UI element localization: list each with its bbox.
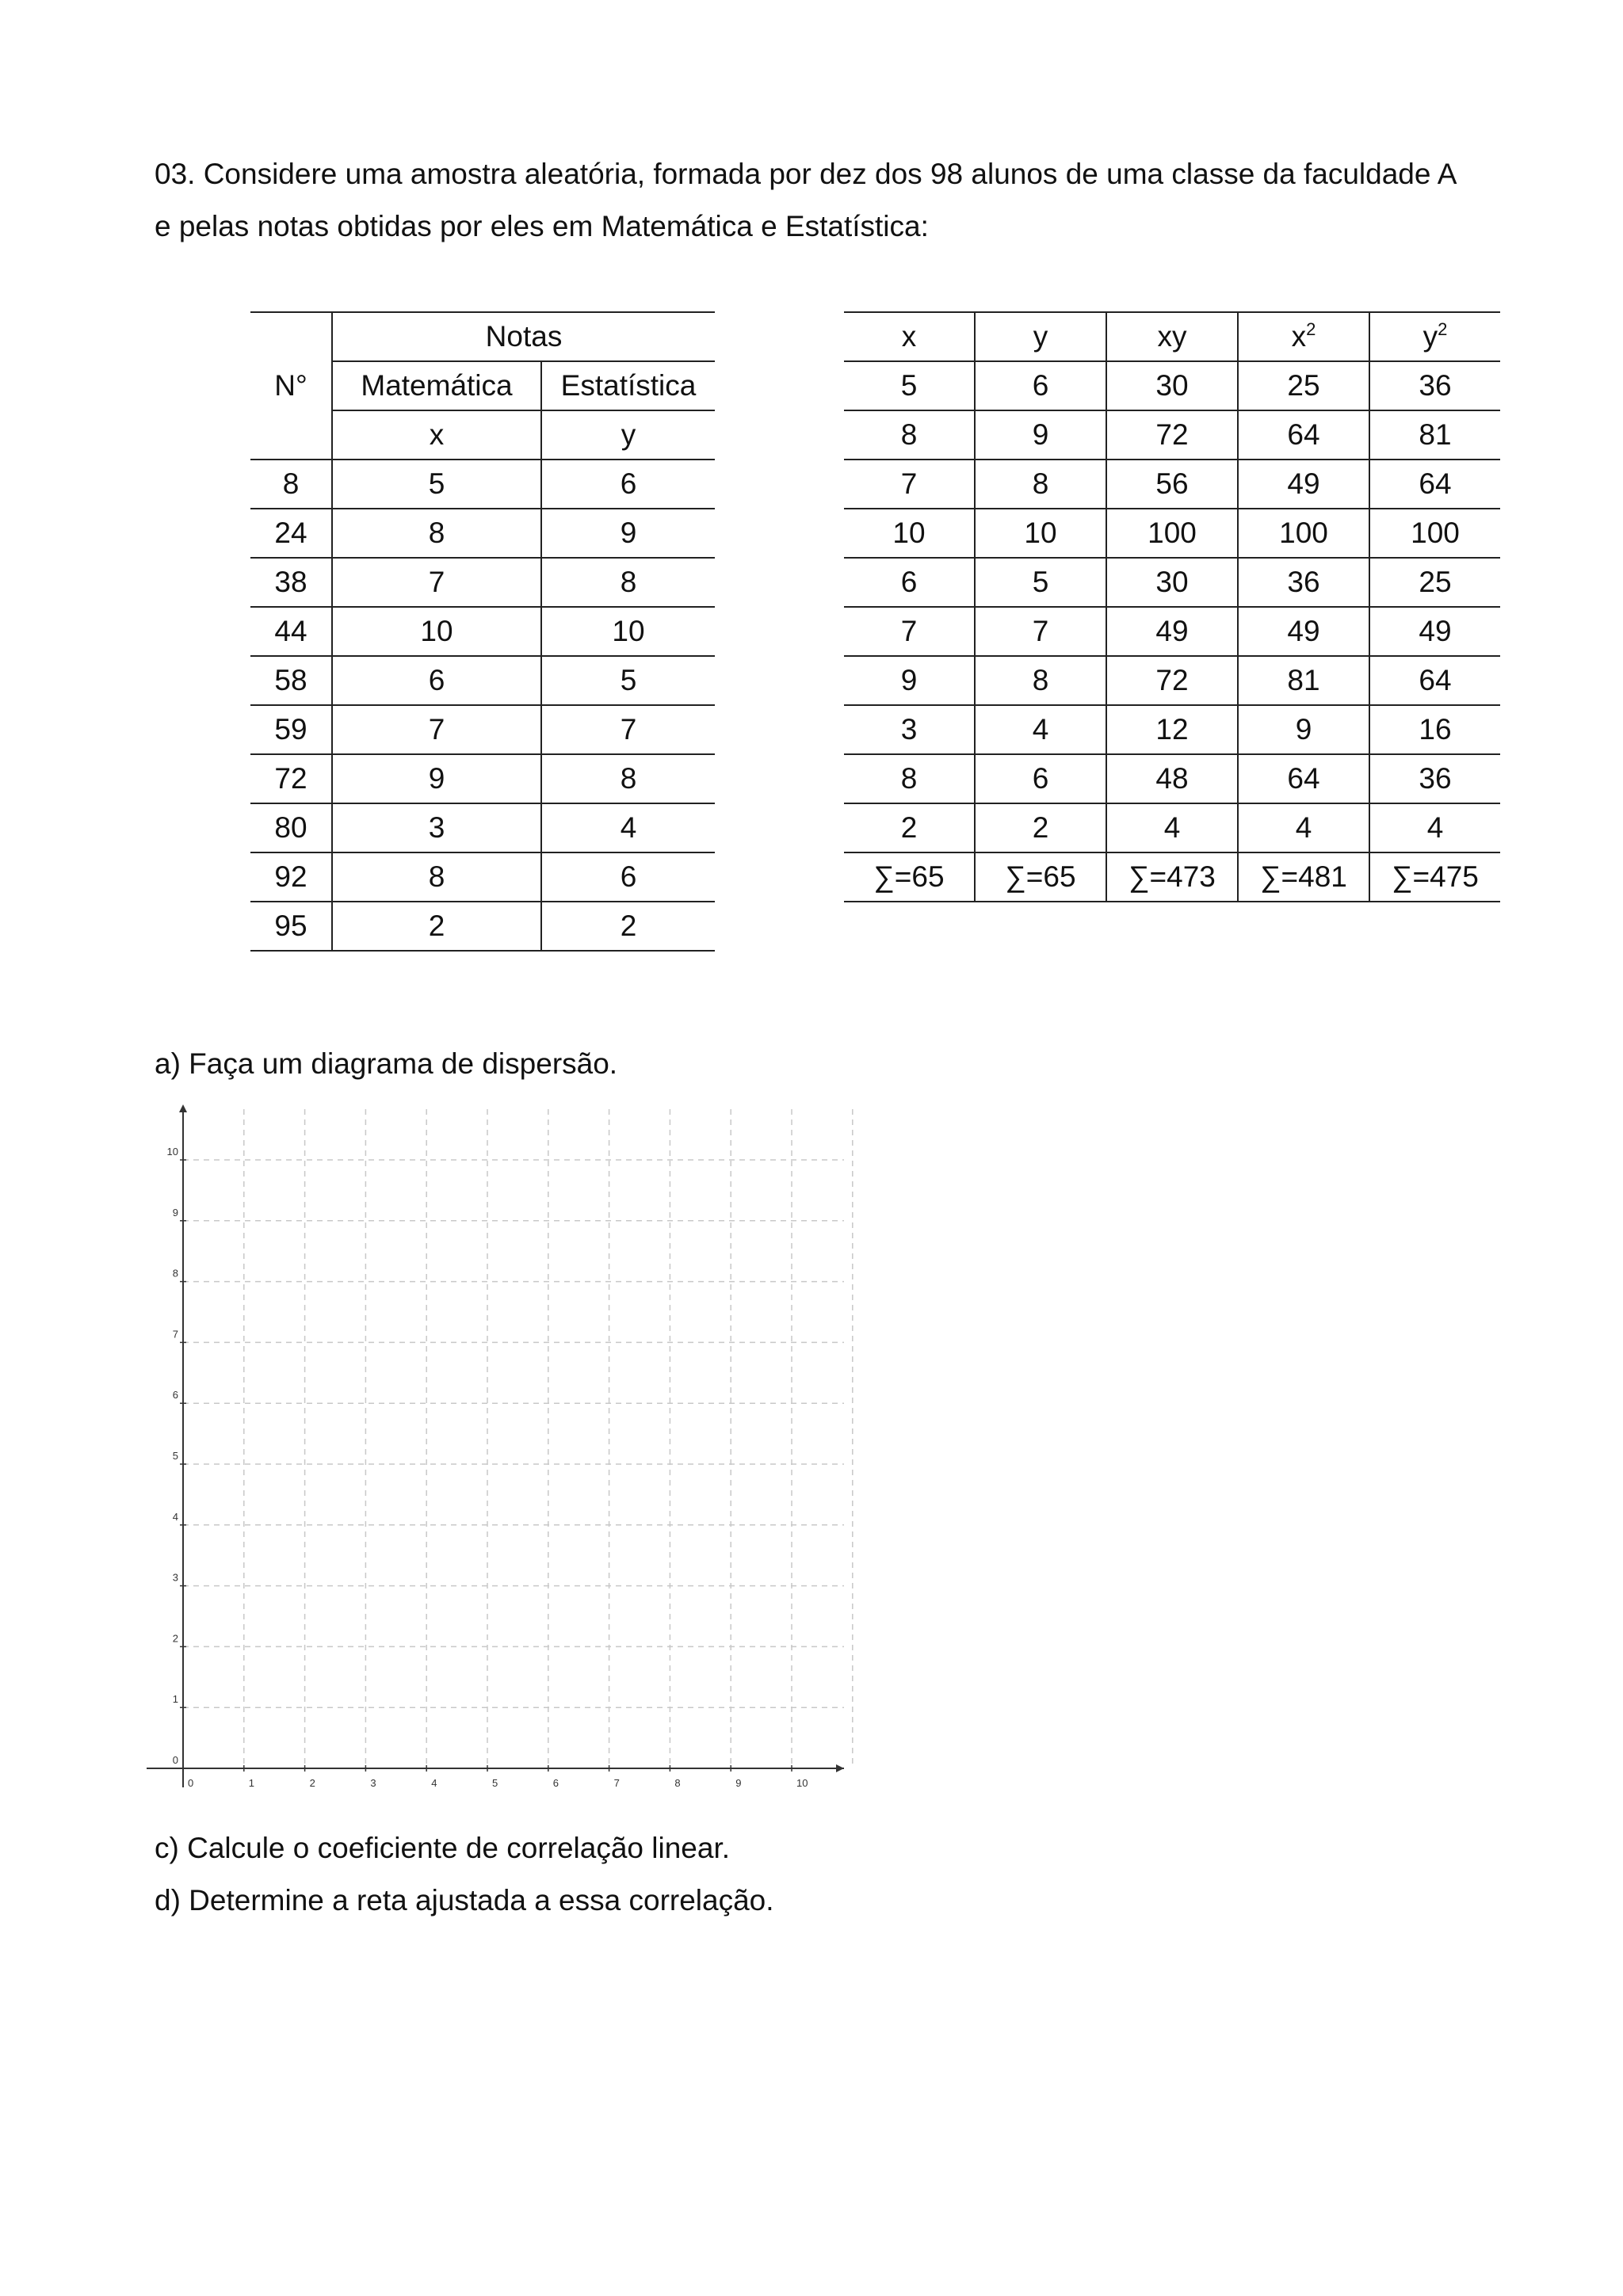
y-tick-label: 2 [172, 1632, 178, 1645]
y-tick-label: 9 [172, 1206, 178, 1219]
student-number-cell: 92 [250, 852, 332, 902]
xy-cell: 49 [1106, 607, 1238, 656]
xy-cell: 100 [1106, 509, 1238, 558]
x-squared-cell: 9 [1238, 705, 1369, 754]
total-y: ∑=65 [975, 852, 1106, 902]
x-axis-arrow-icon [836, 1764, 844, 1772]
grades-table-row [250, 460, 715, 509]
y-tick-label: 6 [172, 1389, 178, 1402]
item-d-text: d) Determine a reta ajustada a essa correlação. [155, 1884, 774, 1917]
estatistica-grade-cell: 2 [541, 902, 715, 951]
estatistica-header: Estatística [541, 361, 715, 410]
item-c-text: c) Calcule o coeficiente de correlação linear. [155, 1832, 730, 1864]
grades-table-row [250, 705, 715, 754]
x-cell: 10 [844, 509, 975, 558]
grades-table-row [250, 803, 715, 852]
calculation-table-row [844, 410, 1500, 460]
x-squared-cell: 100 [1238, 509, 1369, 558]
y-squared-cell: 4 [1369, 803, 1500, 852]
calculation-table-row [844, 754, 1500, 803]
header-y-squared [1369, 312, 1500, 361]
y-cell: 2 [975, 803, 1106, 852]
student-number-cell: 80 [250, 803, 332, 852]
header-xy: xy [1106, 312, 1238, 361]
calculation-table-row [844, 607, 1500, 656]
student-number-cell: 44 [250, 607, 332, 656]
header-x-squared-exponent: 2 [1306, 319, 1316, 339]
x-tick-label: 3 [370, 1777, 376, 1789]
x-squared-cell: 64 [1238, 754, 1369, 803]
xy-cell: 30 [1106, 361, 1238, 410]
y-tick-label: 4 [172, 1510, 178, 1523]
xy-cell: 12 [1106, 705, 1238, 754]
x-tick-label: 4 [431, 1777, 437, 1789]
matematica-grade-cell: 7 [332, 705, 541, 754]
x-tick-label: 8 [674, 1777, 681, 1789]
header-x-squared [1238, 312, 1369, 361]
y-squared-cell: 25 [1369, 558, 1500, 607]
x-squared-cell: 64 [1238, 410, 1369, 460]
x-tick-label: 1 [248, 1777, 255, 1789]
y-cell: 10 [975, 509, 1106, 558]
totals-row [844, 852, 1500, 902]
variable-x-header: x [332, 410, 541, 460]
calculation-table-header [844, 312, 1500, 361]
total-xy: ∑=473 [1106, 852, 1238, 902]
header-y-squared-base: y [1423, 320, 1438, 353]
x-squared-cell: 81 [1238, 656, 1369, 705]
student-number-cell: 95 [250, 902, 332, 951]
student-number-cell: 72 [250, 754, 332, 803]
y-squared-cell: 100 [1369, 509, 1500, 558]
calculation-table [844, 311, 1500, 902]
matematica-grade-cell: 5 [332, 460, 541, 509]
grades-table-row [250, 607, 715, 656]
student-number-cell: 58 [250, 656, 332, 705]
calculation-table-body [844, 361, 1500, 852]
x-cell: 7 [844, 460, 975, 509]
calculation-table-row [844, 705, 1500, 754]
x-tick-label: 10 [796, 1777, 808, 1789]
x-cell: 8 [844, 754, 975, 803]
y-cell: 8 [975, 460, 1106, 509]
estatistica-grade-cell: 8 [541, 754, 715, 803]
x-squared-cell: 25 [1238, 361, 1369, 410]
y-cell: 6 [975, 361, 1106, 410]
y-cell: 7 [975, 607, 1106, 656]
student-number-cell: 59 [250, 705, 332, 754]
x-squared-cell: 49 [1238, 460, 1369, 509]
x-tick-label: 2 [309, 1777, 315, 1789]
x-cell: 6 [844, 558, 975, 607]
x-tick-label: 7 [613, 1777, 620, 1789]
x-tick-label: 9 [735, 1777, 742, 1789]
x-cell: 7 [844, 607, 975, 656]
grades-table-row [250, 656, 715, 705]
calculation-table-row [844, 460, 1500, 509]
calculation-table-row [844, 361, 1500, 410]
student-number-cell: 24 [250, 509, 332, 558]
y-cell: 8 [975, 656, 1106, 705]
calculation-table-row [844, 656, 1500, 705]
matematica-grade-cell: 2 [332, 902, 541, 951]
total-x: ∑=65 [844, 852, 975, 902]
header-y-squared-exponent: 2 [1438, 319, 1448, 339]
total-x-squared: ∑=481 [1238, 852, 1369, 902]
estatistica-grade-cell: 9 [541, 509, 715, 558]
y-cell: 5 [975, 558, 1106, 607]
y-squared-cell: 49 [1369, 607, 1500, 656]
xy-cell: 72 [1106, 656, 1238, 705]
notas-header: Notas [332, 312, 715, 361]
y-tick-label: 3 [172, 1571, 178, 1584]
estatistica-grade-cell: 10 [541, 607, 715, 656]
y-tick-label: 1 [172, 1693, 178, 1706]
y-squared-cell: 81 [1369, 410, 1500, 460]
x-cell: 9 [844, 656, 975, 705]
estatistica-grade-cell: 5 [541, 656, 715, 705]
xy-cell: 4 [1106, 803, 1238, 852]
estatistica-grade-cell: 4 [541, 803, 715, 852]
y-tick-label: 8 [172, 1267, 178, 1280]
total-y-squared: ∑=475 [1369, 852, 1500, 902]
y-tick-label: 7 [172, 1328, 178, 1341]
blank-scatter-grid [147, 1101, 860, 1806]
x-tick-label: 6 [552, 1777, 559, 1789]
grades-table-row [250, 902, 715, 951]
header-x-squared-base: x [1291, 320, 1307, 353]
grades-table-body [250, 460, 715, 951]
xy-cell: 48 [1106, 754, 1238, 803]
matematica-grade-cell: 10 [332, 607, 541, 656]
matematica-grade-cell: 8 [332, 852, 541, 902]
calculation-table-row [844, 803, 1500, 852]
matematica-header: Matemática [332, 361, 541, 410]
y-tick-label: 5 [172, 1450, 178, 1462]
matematica-grade-cell: 8 [332, 509, 541, 558]
number-header: N° [274, 369, 307, 402]
x-tick-label: 0 [188, 1777, 194, 1789]
x-cell: 3 [844, 705, 975, 754]
xy-cell: 72 [1106, 410, 1238, 460]
item-a-text: a) Faça um diagrama de dispersão. [155, 1047, 618, 1080]
grades-table-row [250, 509, 715, 558]
y-tick-label: 10 [166, 1146, 178, 1158]
x-cell: 8 [844, 410, 975, 460]
grades-table-row [250, 558, 715, 607]
x-squared-cell: 49 [1238, 607, 1369, 656]
x-squared-cell: 36 [1238, 558, 1369, 607]
grades-table-corner [250, 312, 332, 361]
variable-y-header: y [541, 410, 715, 460]
number-header-spacer [250, 410, 332, 460]
matematica-grade-cell: 7 [332, 558, 541, 607]
y-squared-cell: 36 [1369, 754, 1500, 803]
matematica-grade-cell: 3 [332, 803, 541, 852]
x-cell: 5 [844, 361, 975, 410]
question-text-line-1: 03. Considere uma amostra aleatória, formada por dez dos 98 alunos de uma classe da faculdade A [155, 158, 1457, 190]
estatistica-grade-cell: 8 [541, 558, 715, 607]
xy-cell: 30 [1106, 558, 1238, 607]
x-cell: 2 [844, 803, 975, 852]
header-x: x [844, 312, 975, 361]
calculation-table-row [844, 509, 1500, 558]
y-squared-cell: 36 [1369, 361, 1500, 410]
y-cell: 6 [975, 754, 1106, 803]
y-tick-label: 0 [172, 1754, 178, 1766]
student-number-cell: 38 [250, 558, 332, 607]
x-tick-label: 5 [492, 1777, 498, 1789]
student-number-cell: 8 [250, 460, 332, 509]
y-squared-cell: 64 [1369, 656, 1500, 705]
matematica-grade-cell: 6 [332, 656, 541, 705]
matematica-grade-cell: 9 [332, 754, 541, 803]
grades-table-row [250, 852, 715, 902]
grades-table [250, 311, 715, 952]
y-axis-arrow-icon [179, 1104, 187, 1112]
y-cell: 9 [975, 410, 1106, 460]
x-squared-cell: 4 [1238, 803, 1369, 852]
estatistica-grade-cell: 7 [541, 705, 715, 754]
y-cell: 4 [975, 705, 1106, 754]
y-squared-cell: 64 [1369, 460, 1500, 509]
question-text-line-2: e pelas notas obtidas por eles em Matemática e Estatística: [155, 210, 929, 242]
estatistica-grade-cell: 6 [541, 460, 715, 509]
header-y: y [975, 312, 1106, 361]
grades-table-row [250, 754, 715, 803]
y-squared-cell: 16 [1369, 705, 1500, 754]
xy-cell: 56 [1106, 460, 1238, 509]
estatistica-grade-cell: 6 [541, 852, 715, 902]
calculation-table-row [844, 558, 1500, 607]
